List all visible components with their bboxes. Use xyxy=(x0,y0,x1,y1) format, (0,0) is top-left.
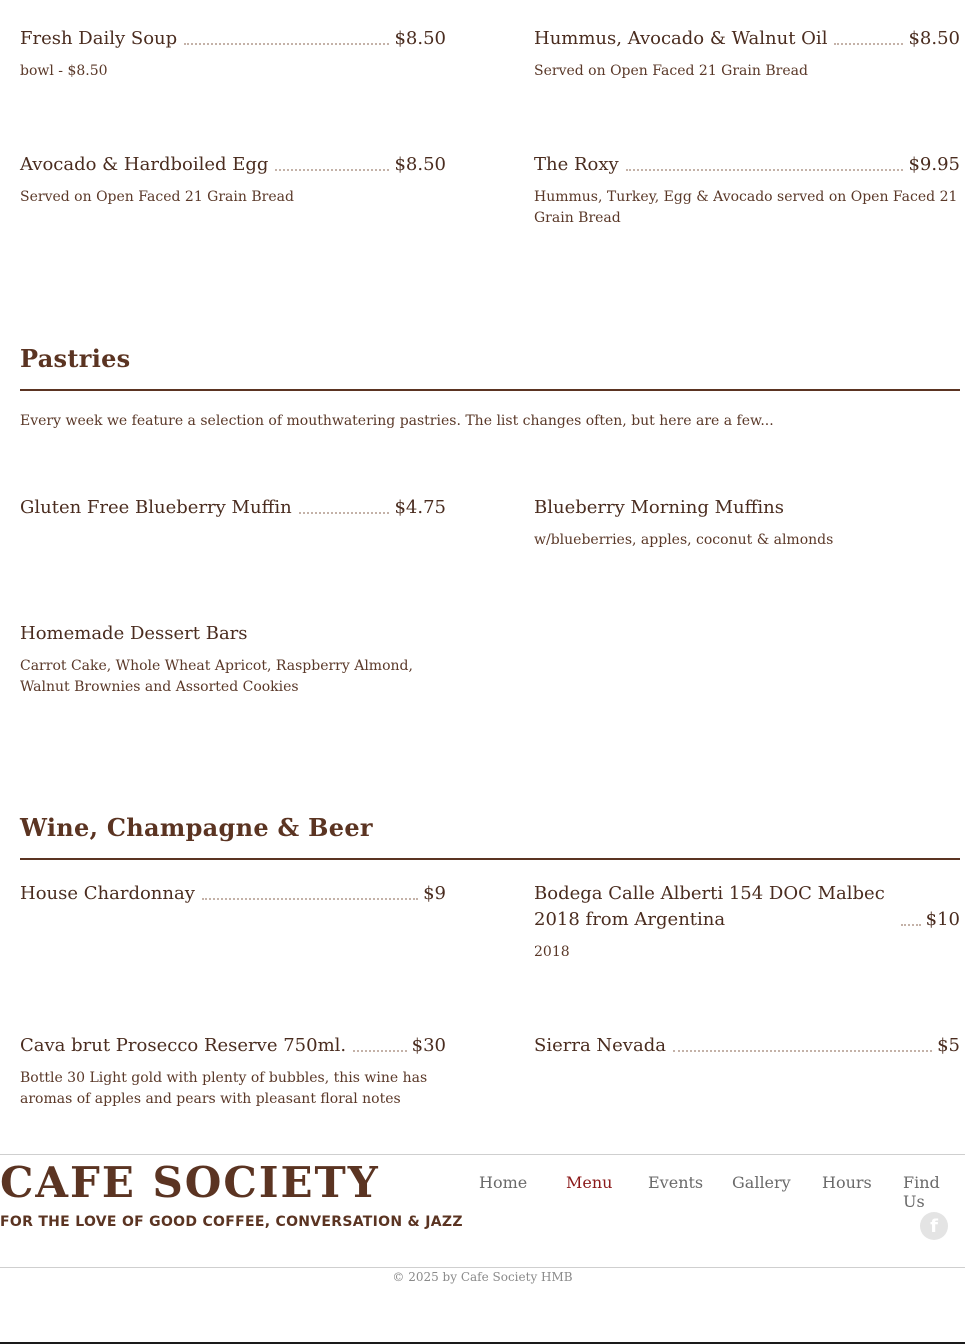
dot-leader xyxy=(299,511,390,514)
item-description: Served on Open Faced 21 Grain Bread xyxy=(20,189,294,205)
item-price: $10 xyxy=(925,909,960,930)
nav-hours[interactable]: Hours xyxy=(822,1173,872,1192)
item-description: Hummus, Turkey, Egg & Avocado served on Open Faced 21 Grain Bread xyxy=(534,189,958,226)
menu-item-house-chardonnay xyxy=(20,881,446,907)
menu-item-the-roxy xyxy=(534,152,960,229)
dot-leader xyxy=(202,897,418,900)
nav-menu[interactable]: Menu xyxy=(566,1173,613,1192)
dot-leader xyxy=(673,1049,932,1052)
dot-leader xyxy=(834,42,903,45)
site-logo[interactable]: CAFE SOCIETY xyxy=(0,1158,380,1207)
item-name: Fresh Daily Soup xyxy=(20,28,178,49)
item-description: Served on Open Faced 21 Grain Bread xyxy=(534,63,808,79)
item-price: $4.75 xyxy=(394,497,446,518)
dot-leader xyxy=(353,1049,407,1052)
item-name: Cava brut Prosecco Reserve 750ml. xyxy=(20,1035,347,1056)
item-price: $8.50 xyxy=(908,28,960,49)
menu-item-dessert-bars xyxy=(20,621,446,698)
item-name: House Chardonnay xyxy=(20,883,195,904)
item-price: $9 xyxy=(423,883,446,904)
section-title-wine: Wine, Champagne & Beer xyxy=(20,813,373,842)
dot-leader xyxy=(626,168,904,171)
nav-events[interactable]: Events xyxy=(648,1173,704,1192)
menu-item-blueberry-morning-muffins xyxy=(534,495,960,551)
nav-gallery[interactable]: Gallery xyxy=(732,1173,791,1192)
menu-item-avocado-egg xyxy=(20,152,446,208)
site-tagline: FOR THE LOVE OF GOOD COFFEE, CONVERSATION & JAZZ xyxy=(0,1214,463,1230)
item-price: $30 xyxy=(411,1035,446,1056)
item-name: Homemade Dessert Bars xyxy=(20,623,248,644)
copyright: © 2025 by Cafe Society HMB xyxy=(392,1270,573,1284)
section-intro: Every week we feature a selection of mouthwatering pastries. The list changes often, but here are a few... xyxy=(20,413,774,429)
item-description: Carrot Cake, Whole Wheat Apricot, Raspberry Almond, Walnut Brownies and Assorted Cookies xyxy=(20,658,413,695)
section-divider xyxy=(20,858,960,860)
item-name: Hummus, Avocado & Walnut Oil xyxy=(534,28,828,49)
menu-item-fresh-daily-soup xyxy=(20,26,446,82)
item-name: Bodega Calle Alberti 154 DOC Malbec 2018 from Argentina xyxy=(534,883,885,930)
menu-item-gf-blueberry-muffin xyxy=(20,495,446,521)
menu-item-sierra-nevada xyxy=(534,1033,960,1059)
item-price: $8.50 xyxy=(394,154,446,175)
item-price: $8.50 xyxy=(394,28,446,49)
dot-leader xyxy=(275,168,389,171)
facebook-icon[interactable]: f xyxy=(920,1212,948,1240)
item-description: w/blueberries, apples, coconut & almonds xyxy=(534,532,834,548)
menu-item-hummus-avocado xyxy=(534,26,960,82)
menu-item-cava-prosecco xyxy=(20,1033,446,1110)
footer-nav xyxy=(465,1173,965,1211)
item-name: The Roxy xyxy=(534,154,619,175)
dot-leader xyxy=(184,42,389,45)
item-price: $5 xyxy=(937,1035,960,1056)
nav-home[interactable]: Home xyxy=(479,1173,528,1192)
nav-find-us[interactable]: Find Us xyxy=(903,1173,940,1211)
item-description: 2018 xyxy=(534,944,570,960)
item-price: $9.95 xyxy=(908,154,960,175)
menu-item-malbec xyxy=(534,881,960,963)
footer-divider xyxy=(0,1154,965,1155)
item-name: Blueberry Morning Muffins xyxy=(534,497,784,518)
item-name: Gluten Free Blueberry Muffin xyxy=(20,497,292,518)
item-description: Bottle 30 Light gold with plenty of bubbles, this wine has aromas of apples and pears with pleasant floral notes xyxy=(20,1070,428,1107)
footer-divider xyxy=(0,1267,965,1268)
item-name: Avocado & Hardboiled Egg xyxy=(20,154,269,175)
dot-leader xyxy=(901,923,921,926)
section-title-pastries: Pastries xyxy=(20,344,131,373)
item-name: Sierra Nevada xyxy=(534,1035,666,1056)
item-description: bowl - $8.50 xyxy=(20,63,108,79)
section-divider xyxy=(20,389,960,391)
